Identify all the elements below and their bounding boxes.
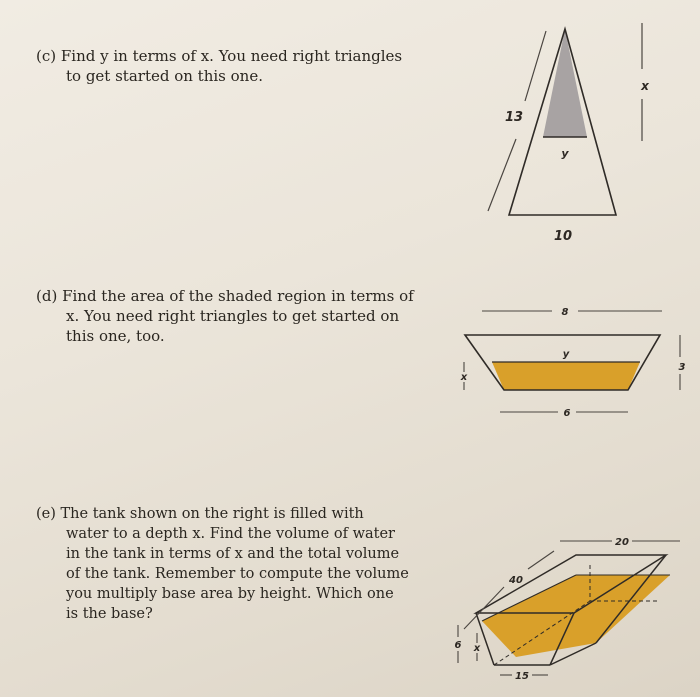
problem-d [36, 286, 414, 346]
problem-c-line-2: to get started on this one. [66, 67, 263, 85]
problem-c-line-1: (c) Find y in terms of x. You need right triangles [36, 47, 403, 65]
problem-e-line-5: you multiply base area by height. Which one [66, 586, 394, 602]
trapezoid-height-label: 3 [678, 362, 686, 373]
trapezoid-top-label: 8 [561, 307, 569, 318]
tank-length-dimension-far [528, 551, 554, 569]
tank-length-label: 40 [509, 575, 523, 586]
trapezoid-depth-label: x [460, 372, 468, 383]
trapezoid-shaded-region [492, 362, 640, 390]
tank-water-region [482, 575, 670, 657]
tank-top-label: 20 [615, 537, 629, 548]
tank-bottom-label: 15 [515, 671, 529, 682]
triangle-base-label: 10 [553, 229, 573, 244]
problem-e-line-1: (e) The tank shown on the right is filled with [36, 506, 364, 522]
triangle-side-dimension-upper [525, 31, 546, 101]
tank-figure [450, 525, 690, 687]
triangle-side-dimension-lower [488, 139, 516, 211]
problem-d-line-3: this one, too. [66, 327, 165, 345]
problem-d-line-1: (d) Find the area of the shaded region in terms of [36, 287, 414, 305]
tank-depth-label: 6 [454, 640, 462, 651]
tank-water-label: x [473, 643, 481, 654]
trapezoid-figure [450, 290, 695, 430]
triangle-cut-label: y [561, 147, 569, 160]
triangle-side-label: 13 [504, 110, 524, 125]
triangle-height-label: x [641, 79, 649, 93]
problem-e-line-2: water to a depth x. Find the volume of water [66, 526, 395, 542]
problem-e-line-3: in the tank in terms of x and the total volume [66, 546, 400, 562]
problem-e-line-4: of the tank. Remember to compute the volume [66, 566, 409, 582]
problem-e-line-6: is the base? [66, 606, 153, 622]
problem-d-line-2: x. You need right triangles to get started on [66, 307, 400, 325]
problem-c [36, 46, 402, 86]
triangle-figure [470, 15, 695, 255]
trapezoid-cut-label: y [562, 349, 570, 360]
problem-e [36, 504, 409, 624]
trapezoid-bottom-label: 6 [563, 408, 571, 419]
